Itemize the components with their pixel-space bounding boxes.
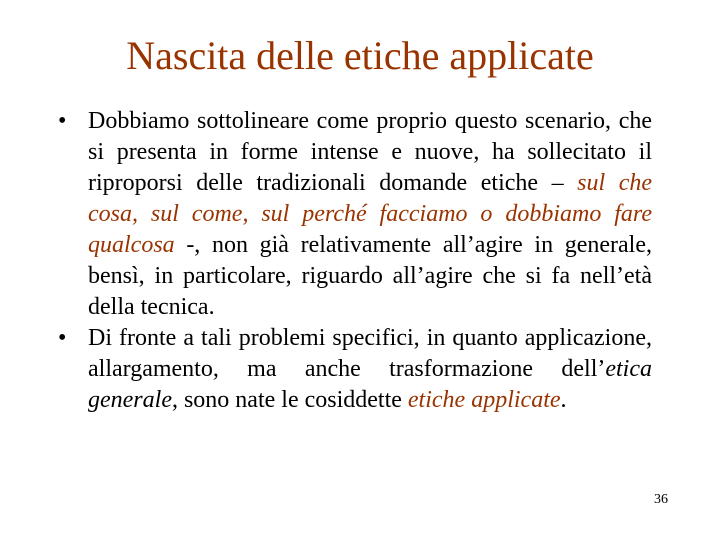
bullet-text: -, non già relativamente all’agire in generale, bensì, in particolare, riguardo all’agire che si fa nell’età della tecnica. (88, 232, 652, 320)
bullet-emphasis: sul che cosa, sul come, sul perché facciamo o dobbiamo fare qualcosa (88, 170, 652, 258)
bullet-emphasis: etiche applicate (407, 387, 561, 413)
bullet-marker: • (58, 108, 67, 134)
page-number: 36 (654, 492, 668, 507)
bullet-marker: • (58, 325, 67, 351)
bullet-italic: etica generale (88, 356, 652, 413)
bullet-item (52, 323, 652, 416)
bullet-text: Di fronte a tali problemi specifici, in quanto applicazione, allargamento, ma anche trasformazione dell’ (88, 325, 652, 382)
slide-title: Nascita delle etiche applicate (126, 33, 594, 78)
bullet-text: . (560, 387, 567, 413)
bullet-text: , sono nate le cosiddette (171, 387, 408, 413)
slide-body (52, 106, 652, 416)
bullet-text: Dobbiamo sottolineare come proprio questo scenario, che si presenta in forme intense e nuove, ha sollecitato il riproporsi delle tradizionali domande etiche – (88, 108, 652, 196)
bullet-item (52, 106, 652, 323)
